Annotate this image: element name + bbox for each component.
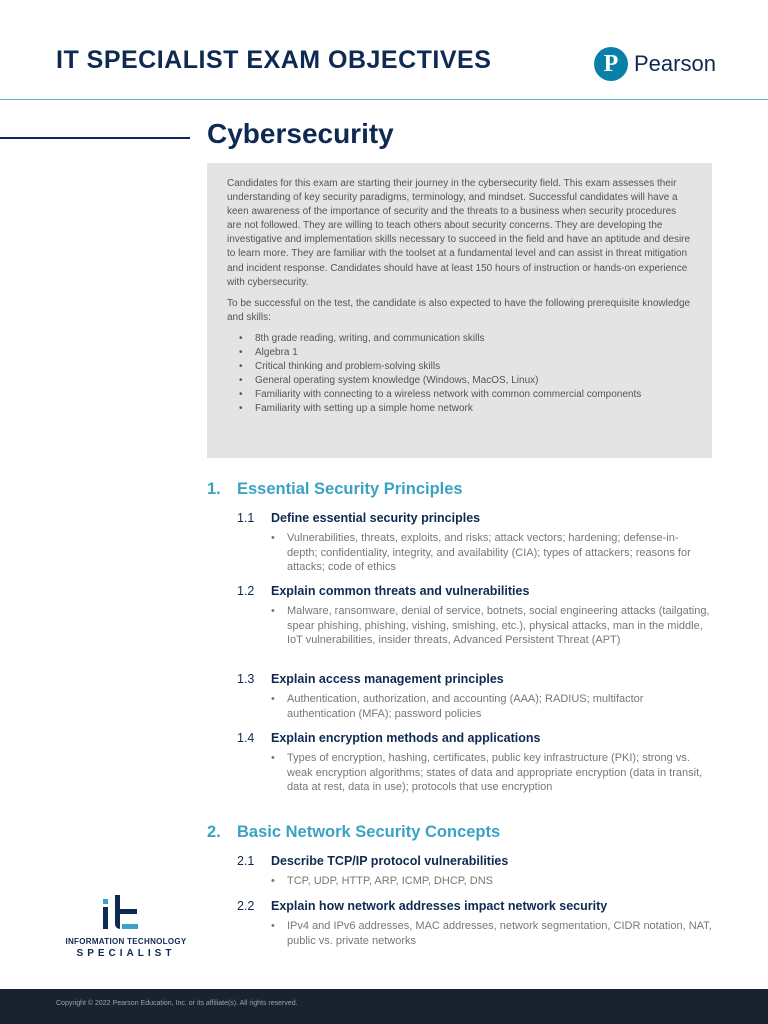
objective-number: 1.3 — [237, 672, 255, 686]
copyright-text: Copyright © 2022 Pearson Education, Inc. or its affiliate(s). All rights reserved. — [56, 1000, 298, 1007]
objective-number: 1.1 — [237, 511, 255, 525]
section-number: 2. — [207, 823, 221, 841]
objective-heading — [237, 731, 757, 745]
objective-heading — [237, 511, 757, 525]
objective-detail: • Malware, ransomware, denial of service, botnets, social engineering attacks (tailgating, spear phishing, phishing, vishing, smishing, etc.), physical attacks, man in the middle, IoT vulnerabilities, insider threats, Advanced Persistent Threat (APT) — [287, 604, 712, 648]
objective-1-1 — [237, 511, 757, 575]
header-divider — [0, 99, 768, 100]
section-heading — [207, 480, 727, 499]
intro-box — [207, 163, 712, 458]
objective-title: Explain common threats and vulnerabilities — [271, 584, 530, 598]
document-header-title: IT SPECIALIST EXAM OBJECTIVES — [56, 46, 492, 74]
objective-detail: • TCP, UDP, HTTP, ARP, ICMP, DHCP, DNS — [287, 874, 712, 889]
footer-bar — [0, 989, 768, 1024]
objective-number: 2.2 — [237, 899, 255, 913]
objective-title: Explain encryption methods and applications — [271, 731, 541, 745]
objective-title: Explain access management principles — [271, 672, 504, 686]
objective-detail: • Types of encryption, hashing, certificates, public key infrastructure (PKI); strong vs. weak encryption algorithms; states of data and appropriate encryption (data in transit, data at rest, data in use); protocols that use encryption — [287, 751, 712, 795]
objective-heading — [237, 584, 757, 598]
section-number: 1. — [207, 480, 221, 498]
section-essential-security-principles — [207, 480, 727, 499]
section-basic-network-security-concepts — [207, 823, 727, 842]
section-title: Essential Security Principles — [237, 480, 463, 498]
objective-title: Explain how network addresses impact network security — [271, 899, 608, 913]
objective-title: Define essential security principles — [271, 511, 481, 525]
objective-2-1 — [237, 854, 757, 889]
it-specialist-logo — [56, 893, 196, 959]
it-logo-caption: INFORMATION TECHNOLOGY — [65, 937, 187, 946]
section-heading — [207, 823, 727, 842]
prerequisite-item: • Familiarity with connecting to a wireless network with common commercial components — [227, 388, 692, 402]
objective-1-4 — [237, 731, 757, 795]
objective-number: 2.1 — [237, 854, 255, 868]
objective-1-3 — [237, 672, 757, 721]
objective-heading — [237, 899, 757, 913]
prerequisite-item: • General operating system knowledge (Windows, MacOS, Linux) — [227, 374, 692, 388]
prerequisite-item: • Algebra 1 — [227, 346, 692, 360]
objective-detail: • Authentication, authorization, and accounting (AAA); RADIUS; multifactor authentication (MFA); password policies — [287, 692, 712, 721]
intro-paragraph: Candidates for this exam are starting their journey in the cybersecurity field. This exam assesses their understanding of key security paradigms, terminology, and mindset. Successful candidates will have a keen awareness of the importance of security and the threats to a business when security procedures are not followed. They are willing to teach others about security concerns. They are developing the investigative and implementation skills necessary to succeed in the field and have an aptitude and desire to learn more. They are familiar with the toolset at a fundamental level and can assist in threat mitigation and incident response. Candidates should have at least 150 hours of instruction or hands-on experience with cybersecurity. — [227, 178, 691, 288]
objective-heading — [237, 854, 757, 868]
pearson-logo-text: Pearson — [634, 51, 716, 76]
objective-1-2 — [237, 584, 757, 648]
pearson-logo-icon: P — [594, 47, 628, 81]
objective-number: 1.2 — [237, 584, 255, 598]
objective-heading — [237, 672, 757, 686]
prerequisite-list — [227, 332, 692, 417]
it-logo-caption: SPECIALIST — [76, 948, 176, 959]
objective-detail: • IPv4 and IPv6 addresses, MAC addresses, network segmentation, CIDR notation, NAT, public vs. private networks — [287, 919, 712, 948]
objective-2-2 — [237, 899, 757, 948]
page-title: Cybersecurity — [207, 118, 394, 149]
pearson-logo — [594, 45, 716, 83]
prerequisite-item: • 8th grade reading, writing, and communication skills — [227, 332, 692, 346]
prerequisite-item: • Critical thinking and problem-solving skills — [227, 360, 692, 374]
objective-number: 1.4 — [237, 731, 255, 745]
prerequisite-item: • Familiarity with setting up a simple home network — [227, 402, 692, 416]
objective-detail: • Vulnerabilities, threats, exploits, and risks; attack vectors; hardening; defense-in-depth; confidentiality, integrity, and availability (CIA); types of attackers; reasons for attacks; code of ethics — [287, 531, 707, 575]
objective-title: Describe TCP/IP protocol vulnerabilities — [271, 854, 509, 868]
title-accent-rule — [0, 137, 190, 139]
section-title: Basic Network Security Concepts — [237, 823, 501, 841]
intro-paragraph: To be successful on the test, the candidate is also expected to have the following prerequisite knowledge and skills: — [227, 297, 691, 323]
it-logo-mark-icon — [56, 893, 196, 937]
